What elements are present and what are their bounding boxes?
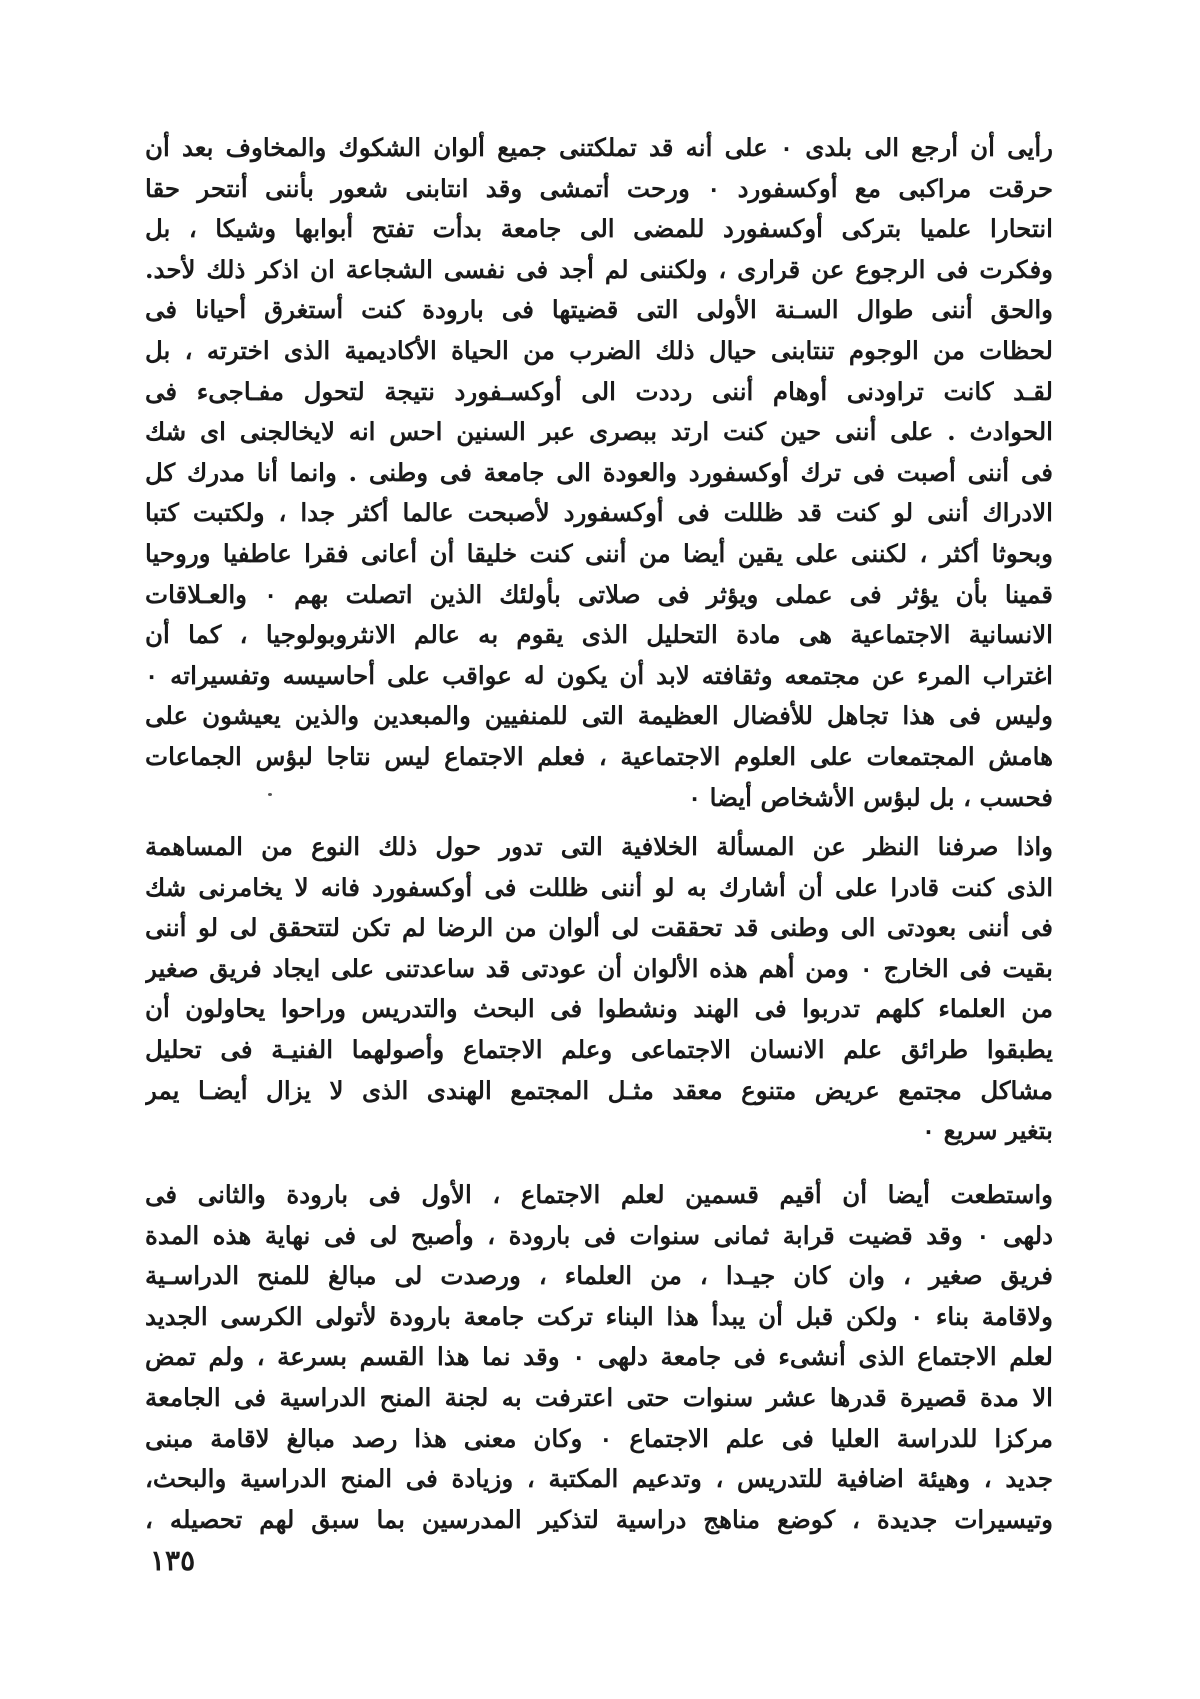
paragraph-1	[145, 128, 1053, 818]
paragraph-3	[145, 1175, 1053, 1540]
text-line: اغتراب المرء عن مجتمعه وثقافته لابد أن يكون له عواقب على أحاسيسه وتفسيراته ۰	[145, 660, 1053, 690]
text-line: حرقت مراكبى مع أوكسفورد ۰ ورحت أتمشى وقد انتابنى شعور بأننى أنتحر حقا	[145, 173, 1053, 203]
text-line: الانسانية الاجتماعية هى مادة التحليل الذى يقوم به عالم الانثروبولوجيا ، كما أن	[145, 620, 1053, 650]
text-line: لعلم الاجتماع الذى أنشىء فى جامعة دلهى ۰ وقد نما هذا القسم بسرعة ، ولم تمض	[145, 1342, 1053, 1372]
text-line: فى أننى بعودتى الى وطنى قد تحققت لى ألوان من الرضا لم تكن لتتحقق لى لو أننى	[145, 913, 1053, 943]
text-line: فريق صغير ، وان كان جيـدا ، من العلماء ، ورصدت لى مبالغ للمنح الدراسـية	[145, 1261, 1053, 1291]
text-line: الادراك أننى لو كنت قد ظللت فى أوكسفورد لأصبحت عالما أكثر جدا ، ولكتبت كتبا	[145, 498, 1053, 528]
text-line: مشاكل مجتمع عريض متنوع معقد مثـل المجتمع الهندى الذى لا يزال أيضـا يمر	[145, 1075, 1053, 1105]
text-line: مركزا للدراسة العليا فى علم الاجتماع ۰ وكان معنى هذا رصد مبالغ لاقامة مبنى	[145, 1423, 1053, 1453]
text-line: لقـد كانت تراودنى أوهام أننى رددت الى أوكسـفورد نتيجة لتحول مفـاجىء فى	[145, 376, 1053, 406]
text-line: فحسب ، بل لبؤس الأشخاص أيضا ۰	[687, 782, 1053, 812]
text-line: ولاقامة بناء ۰ ولكن قبل أن يبدأ هذا البناء تركت جامعة بارودة لأتولى الكرسى الجديد	[145, 1301, 1053, 1331]
text-line: الذى كنت قادرا على أن أشارك به لو أننى ظللت فى أوكسفورد فانه لا يخامرنى شك	[145, 872, 1053, 902]
text-line: وليس فى هذا تجاهل للأفضال العظيمة التى للمنفيين والمبعدين والذين يعيشون على	[145, 701, 1053, 731]
text-line: واذا صرفنا النظر عن المسألة الخلافية التى تدور حول ذلك النوع من المساهمة	[145, 832, 1053, 861]
text-line: وفكرت فى الرجوع عن قرارى ، ولكننى لم أجد فى نفسى الشجاعة ان اذكر ذلك لأحد.	[145, 254, 1053, 284]
text-line: وتيسيرات جديدة ، كوضع مناهج دراسية لتذكير المدرسين بما سبق لهم تحصيله ،	[145, 1504, 1053, 1534]
text-line: انتحارا علميا بتركى أوكسفورد للمضى الى جامعة بدأت تفتح أبوابها وشيكا ، بل	[145, 214, 1053, 244]
page-number: ١٣٥	[150, 1544, 196, 1577]
text-line: لحظات من الوجوم تنتابنى حيال ذلك الضرب من الحياة الأكاديمية الذى اخترته ، بل	[145, 335, 1053, 365]
text-line: بتغير سريع ۰	[921, 1116, 1053, 1146]
text-line: فى أننى أصبت فى ترك أوكسفورد والعودة الى جامعة فى وطنى . وانما أنا مدرك كل	[145, 457, 1053, 487]
text-line: واستطعت أيضا أن أقيم قسمين لعلم الاجتماع ، الأول فى بارودة والثانى فى	[145, 1180, 1053, 1209]
text-line: من العلماء كلهم تدربوا فى الهند ونشطوا فى البحث والتدريس وراحوا يحاولون أن	[145, 994, 1053, 1024]
text-line: رأيى أن أرجع الى بلدى ۰ على أنه قد تملكتنى جميع ألوان الشكوك والمخاوف بعد أن	[145, 133, 1053, 162]
text-line: الحوادث . على أننى حين كنت ارتد ببصرى عبر السنين احس انه لايخالجنى اى شك	[145, 417, 1053, 447]
text-line: دلهى ۰ وقد قضيت قرابة ثمانى سنوات فى بارودة ، وأصبح لى فى نهاية هذه المدة	[145, 1220, 1053, 1250]
text-line: جديد ، وهيئة اضافية للتدريس ، وتدعيم المكتبة ، وزيادة فى المنح الدراسية والبحث،	[145, 1464, 1053, 1494]
text-line: بقيت فى الخارج ۰ ومن أهم هذه الألوان أن عودتى قد ساعدتنى على ايجاد فريق صغير	[145, 953, 1053, 983]
text-line: وبحوثا أكثر ، لكننى على يقين أيضا من أننى كنت خليقا أن أعانى فقرا عاطفيا وروحيا	[145, 538, 1053, 568]
text-line: الا مدة قصيرة قدرها عشر سنوات حتى اعترفت به لجنة المنح الدراسية فى الجامعة	[145, 1382, 1053, 1412]
text-line: والحق أننى طوال السـنة الأولى التى قضيتها فى بارودة كنت أستغرق أحيانا فى	[145, 295, 1053, 325]
paragraph-2	[145, 827, 1053, 1152]
text-line: هامش المجتمعات على العلوم الاجتماعية ، فعلم الاجتماع ليس نتاجا لبؤس الجماعات	[145, 741, 1053, 771]
text-line: يطبقوا طرائق علم الانسان الاجتماعى وعلم الاجتماع وأصولهما الفنيـة فى تحليل	[145, 1034, 1053, 1064]
print-speck	[268, 793, 272, 796]
text-line: قمينا بأن يؤثر فى عملى ويؤثر فى صلاتى بأولئك الذين اتصلت بهم ۰ والعـلاقات	[145, 579, 1053, 609]
